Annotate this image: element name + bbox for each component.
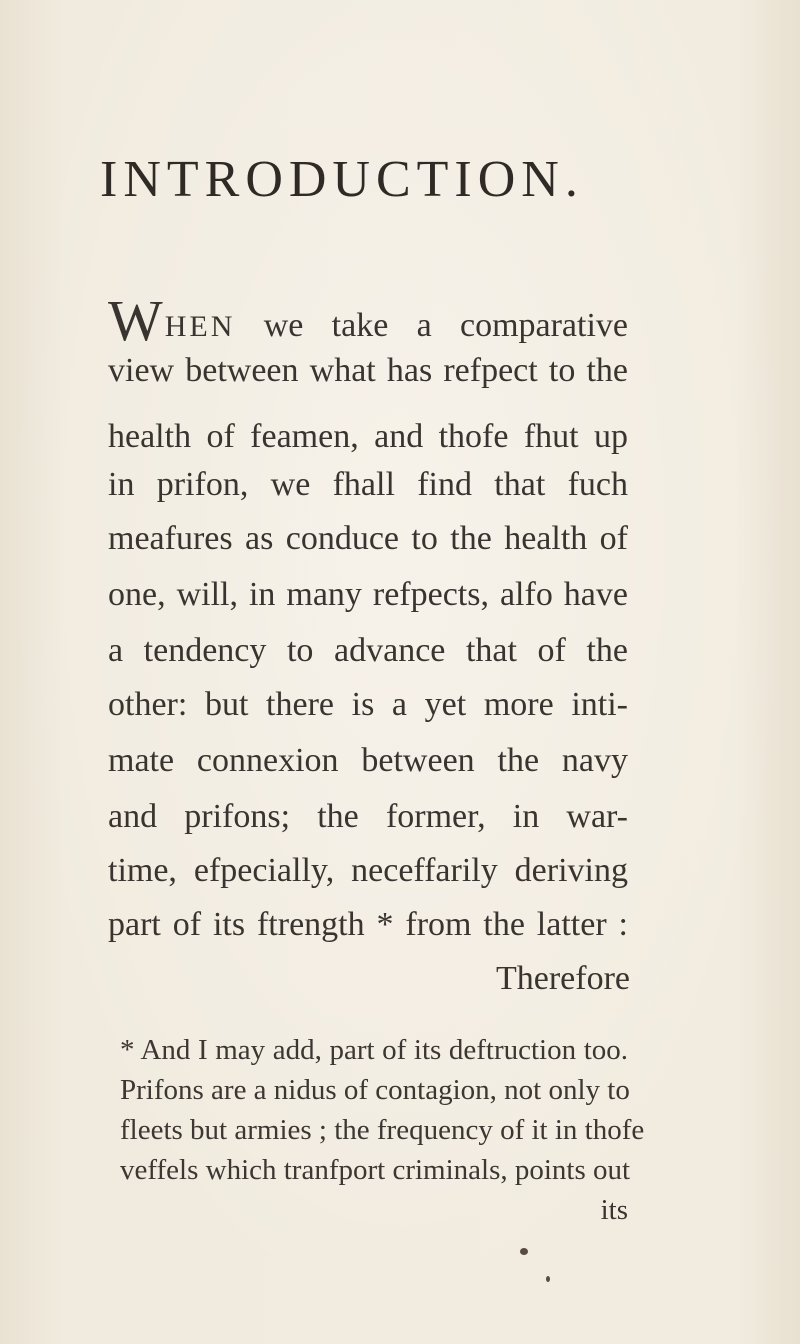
footnote-line: veffels which tranfport criminals, points out: [120, 1154, 631, 1186]
body-line: meafures as conduce to the health of: [108, 520, 628, 557]
footnote-catchword: its: [600, 1194, 628, 1226]
ink-speck: [546, 1276, 550, 1282]
body-line: in prifon, we fhall find that fuch: [108, 466, 628, 503]
first-line-rest: we take a comparative: [263, 307, 629, 344]
footnote-line: fleets but armies ; the frequency of it in thofe: [120, 1114, 645, 1146]
body-line: and prifons; the former, in war-: [108, 798, 628, 835]
body-line: part of its ftrength * from the latter :: [108, 906, 628, 943]
first-word-rest: HEN: [164, 310, 236, 343]
body-line: one, will, in many refpects, alfo have: [108, 576, 628, 613]
ink-speck: [520, 1248, 528, 1255]
drop-cap: W: [108, 288, 163, 353]
body-first-line: [108, 288, 629, 353]
body-line: other: but there is a yet more inti-: [108, 686, 628, 723]
body-line: view between what has refpect to the: [108, 352, 628, 389]
footnote-line: Prifons are a nidus of contagion, not only to: [120, 1074, 630, 1106]
body-line: a tendency to advance that of the: [108, 632, 628, 669]
body-line: health of feamen, and thofe fhut up: [108, 418, 628, 455]
chapter-heading: INTRODUCTION.: [100, 151, 584, 208]
footnote-line: * And I may add, part of its deftruction too.: [120, 1034, 628, 1066]
body-line: mate connexion between the navy: [108, 742, 628, 779]
body-line: time, efpecially, neceffarily deriving: [108, 852, 628, 889]
page-catchword: Therefore: [495, 960, 630, 997]
